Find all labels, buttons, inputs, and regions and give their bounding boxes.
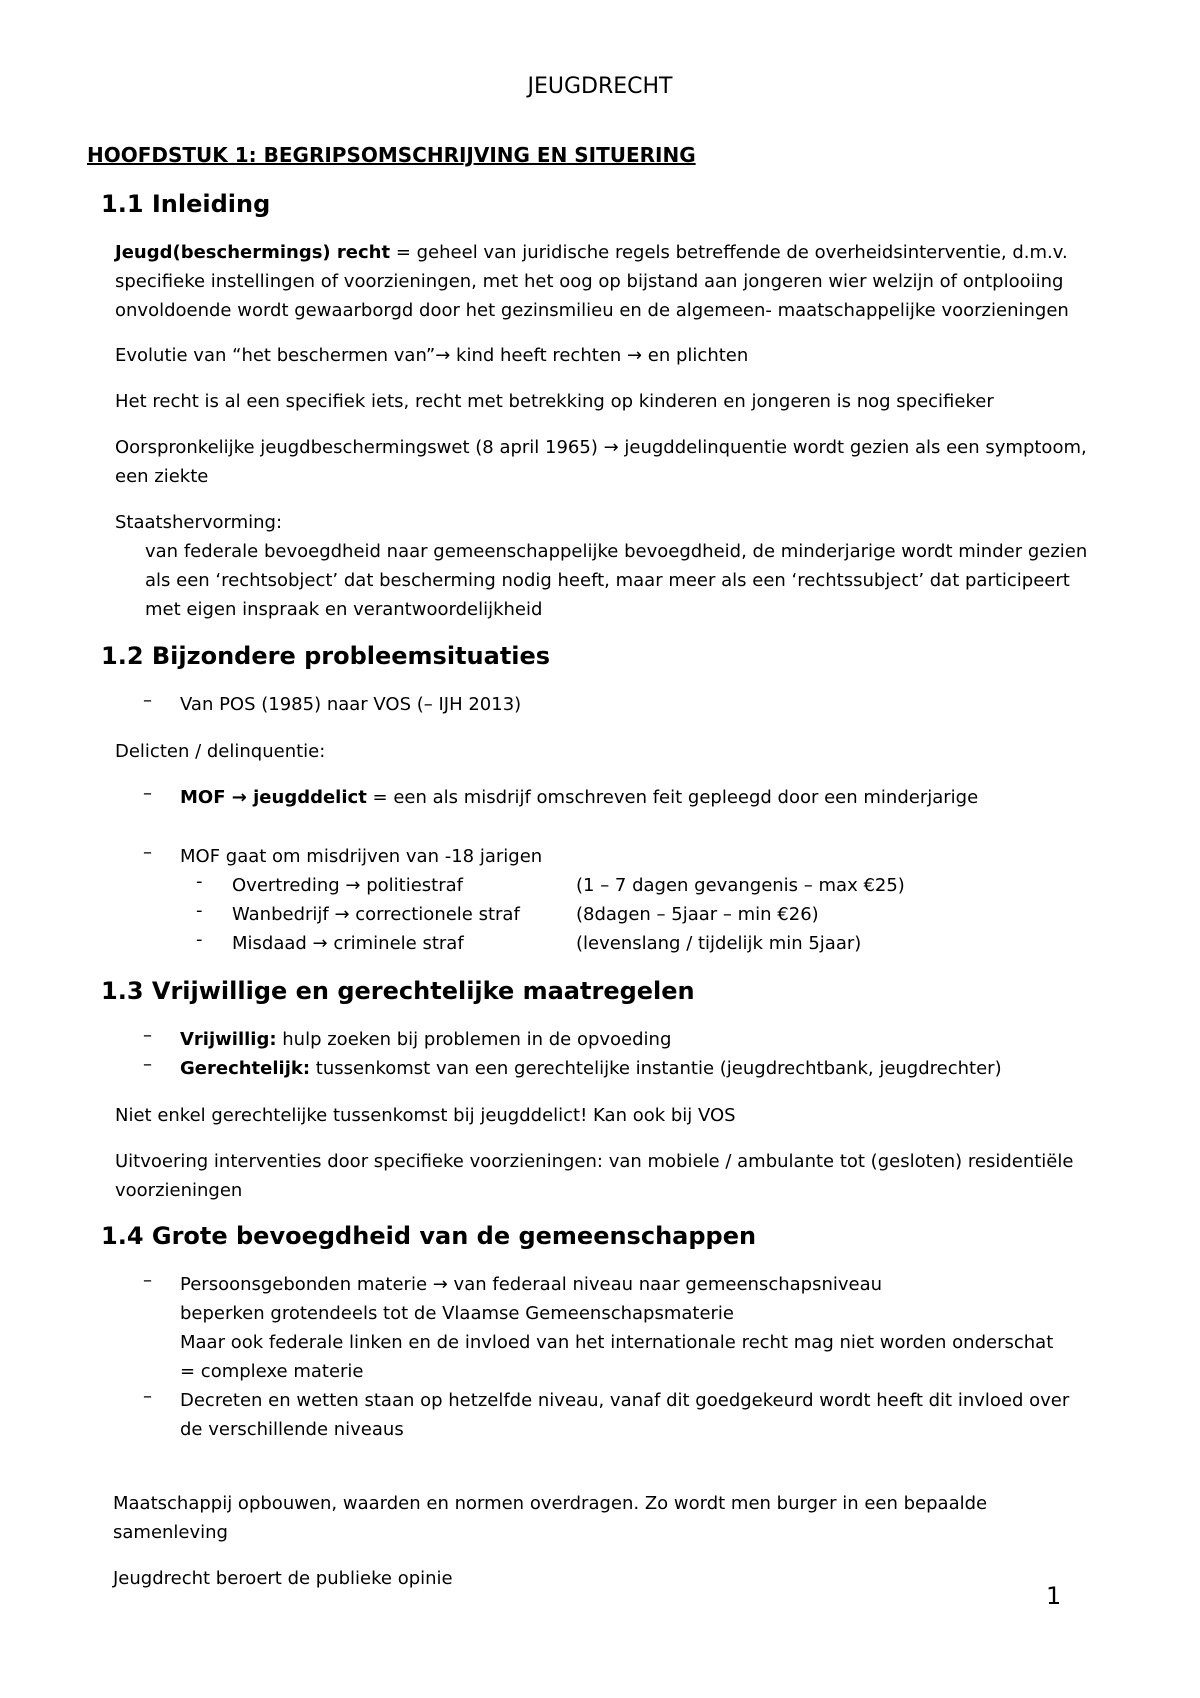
bullet-dash: – — [143, 1270, 152, 1291]
staatshervorming-line-3: met eigen inspraak en verantwoordelijkheid — [145, 599, 543, 620]
bullet-dash: – — [143, 1386, 152, 1407]
bullet-dash: – — [143, 842, 152, 863]
section-heading-1-2: 1.2 Bijzondere probleemsituaties — [101, 642, 551, 670]
staatshervorming-label: Staatshervorming: — [115, 512, 283, 533]
maatschappij-line-1: Maatschappij opbouwen, waarden en normen overdragen. Zo wordt men burger in een bepaalde — [113, 1493, 988, 1514]
definition-line-3: onvoldoende wordt gewaarborgd door het gezinsmilieu en de algemeen- maatschappelijke voorzieningen — [115, 300, 1069, 321]
vrijwillig-text: hulp zoeken bij problemen in de opvoeding — [276, 1029, 672, 1050]
page-number: 1 — [1046, 1582, 1062, 1610]
wanbedrijf-straf: (8dagen – 5jaar – min €26) — [576, 904, 819, 925]
overtreding-straf: (1 – 7 dagen gevangenis – max €25) — [576, 875, 905, 896]
misdaad-straf: (levenslang / tijdelijk min 5jaar) — [576, 933, 862, 954]
persoonsgebonden-line-1: Persoonsgebonden materie → van federaal niveau naar gemeenschapsniveau — [180, 1274, 883, 1295]
persoonsgebonden-line-3: Maar ook federale linken en de invloed van het internationale recht mag niet worden onderschat — [180, 1332, 1054, 1353]
vrijwillig-term: Vrijwillig: — [180, 1029, 277, 1050]
mof-misdrijven-item: MOF gaat om misdrijven van -18 jarigen — [180, 846, 543, 867]
overtreding-item: Overtreding → politiestraf — [232, 875, 463, 896]
decreten-line-1: Decreten en wetten staan op hetzelfde niveau, vanaf dit goedgekeurd wordt heeft dit invloed over — [180, 1390, 1070, 1411]
staatshervorming-line-2: als een ‘rechtsobject’ dat bescherming nodig heeft, maar meer als een ‘rechtssubject’ dat participeert — [145, 570, 1070, 591]
definition-line-1 — [115, 238, 1068, 267]
sub-bullet-dash: - — [196, 871, 203, 892]
chapter-heading: HOOFDSTUK 1: BEGRIPSOMSCHRIJVING EN SITUERING — [87, 143, 696, 167]
sub-bullet-dash: - — [196, 929, 203, 950]
section-heading-1-3: 1.3 Vrijwillige en gerechtelijke maatregelen — [101, 977, 695, 1005]
maatschappij-line-2: samenleving — [113, 1522, 228, 1543]
mof-term: MOF → jeugddelict — [180, 787, 367, 808]
section-heading-1-4: 1.4 Grote bevoegdheid van de gemeenschappen — [101, 1222, 757, 1250]
publieke-opinie-paragraph: Jeugdrecht beroert de publieke opinie — [113, 1568, 453, 1589]
bullet-dash: – — [143, 690, 152, 711]
evolutie-paragraph: Evolutie van “het beschermen van”→ kind heeft rechten → en plichten — [115, 345, 749, 366]
jeugdbeschermingswet-line-2: een ziekte — [115, 466, 209, 487]
section-heading-1-1: 1.1 Inleiding — [101, 190, 271, 218]
staatshervorming-line-1: van federale bevoegdheid naar gemeenschappelijke bevoegdheid, de minderjarige wordt minder gezien — [145, 541, 1088, 562]
misdaad-item: Misdaad → criminele straf — [232, 933, 464, 954]
decreten-line-2: de verschillende niveaus — [180, 1419, 404, 1440]
vrijwillig-item — [180, 1025, 671, 1054]
bullet-dash: – — [143, 1054, 152, 1075]
persoonsgebonden-line-2: beperken grotendeels tot de Vlaamse Gemeenschapsmaterie — [180, 1303, 735, 1324]
bullet-dash: – — [143, 783, 152, 804]
gerechtelijk-item — [180, 1054, 1002, 1083]
uitvoering-line-2: voorzieningen — [115, 1180, 243, 1201]
delicten-label: Delicten / delinquentie: — [115, 741, 326, 762]
bullet-dash: – — [143, 1025, 152, 1046]
mof-text: = een als misdrijf omschreven feit gepleegd door een minderjarige — [366, 787, 979, 808]
mof-item — [180, 783, 978, 812]
document-title: JEUGDRECHT — [527, 74, 673, 99]
gerechtelijk-term: Gerechtelijk: — [180, 1058, 311, 1079]
definition-text: = geheel van juridische regels betreffende de overheidsinterventie, d.m.v. — [390, 242, 1068, 263]
jeugdbeschermingswet-line-1: Oorspronkelijke jeugdbeschermingswet (8 april 1965) → jeugddelinquentie wordt gezien als een symptoom, — [115, 437, 1087, 458]
wanbedrijf-item: Wanbedrijf → correctionele straf — [232, 904, 520, 925]
uitvoering-line-1: Uitvoering interventies door specifieke voorzieningen: van mobiele / ambulante tot (gesloten) residentiële — [115, 1151, 1074, 1172]
definition-line-2: specifieke instellingen of voorzieningen, met het oog op bijstand aan jongeren wier welzijn of ontplooiing — [115, 271, 1064, 292]
niet-enkel-paragraph: Niet enkel gerechtelijke tussenkomst bij jeugddelict! Kan ook bij VOS — [115, 1105, 736, 1126]
persoonsgebonden-line-4: = complexe materie — [180, 1361, 364, 1382]
recht-paragraph: Het recht is al een specifiek iets, recht met betrekking op kinderen en jongeren is nog specifieker — [115, 391, 994, 412]
gerechtelijk-text: tussenkomst van een gerechtelijke instantie (jeugdrechtbank, jeugdrechter) — [310, 1058, 1002, 1079]
pos-vos-item: Van POS (1985) naar VOS (– IJH 2013) — [180, 694, 522, 715]
definition-term: Jeugd(beschermings) recht — [115, 242, 391, 263]
sub-bullet-dash: - — [196, 900, 203, 921]
